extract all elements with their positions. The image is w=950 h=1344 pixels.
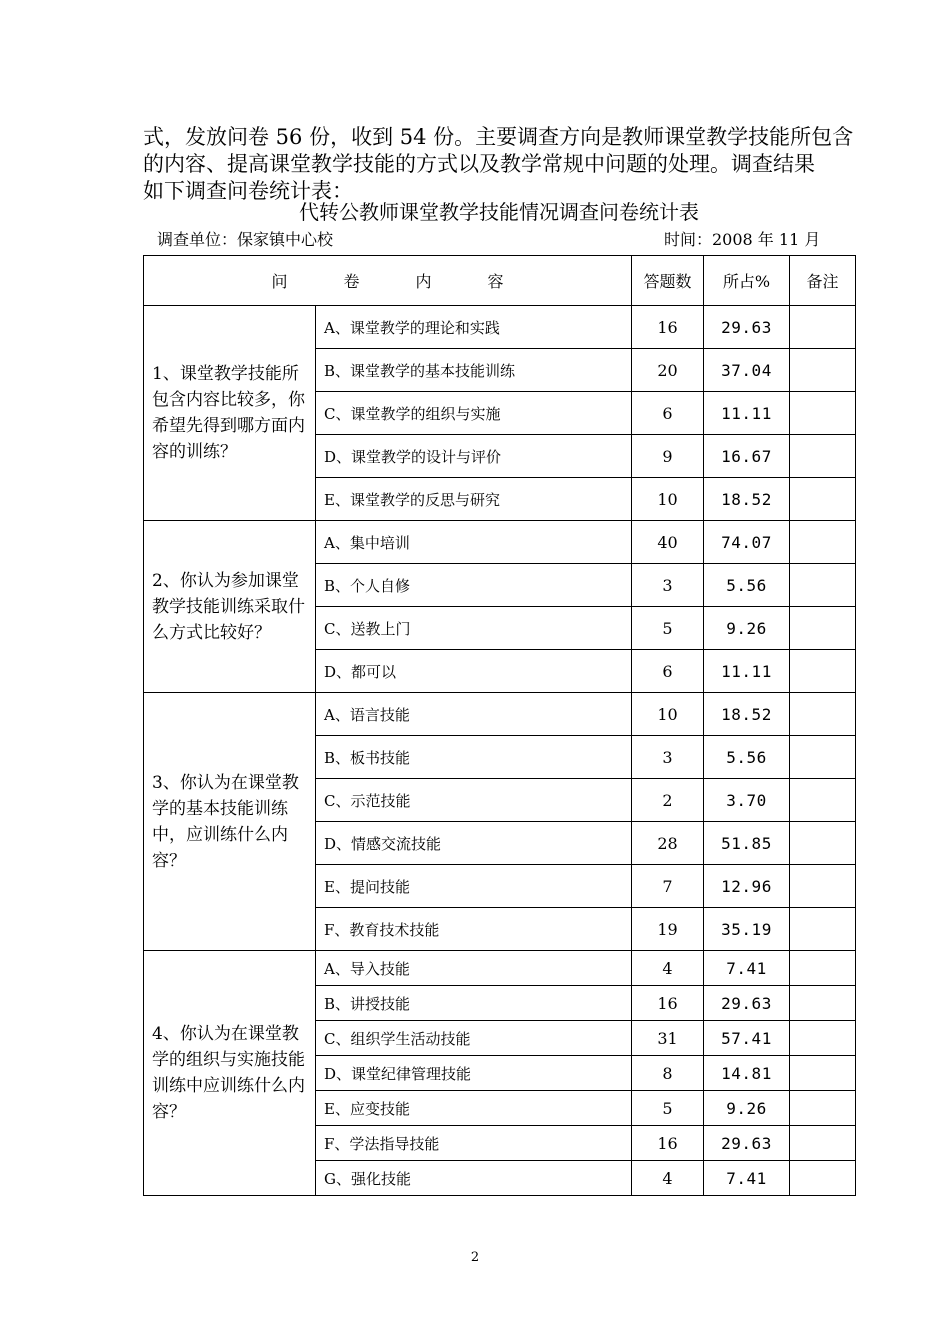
header-percent: 所占% xyxy=(704,256,790,306)
question-text: 1、课堂教学技能所包含内容比较多，你希望先得到哪方面内容的训练？ xyxy=(144,306,316,521)
answer-count: 16 xyxy=(632,1126,704,1161)
answer-percent: 9.26 xyxy=(704,1091,790,1126)
note-cell xyxy=(790,392,856,435)
option-label: A、导入技能 xyxy=(316,951,632,986)
answer-count: 5 xyxy=(632,607,704,650)
option-label: C、组织学生活动技能 xyxy=(316,1021,632,1056)
option-label: C、示范技能 xyxy=(316,779,632,822)
table-row xyxy=(144,951,856,986)
answer-count: 3 xyxy=(632,564,704,607)
answer-count: 31 xyxy=(632,1021,704,1056)
answer-count: 16 xyxy=(632,306,704,349)
paragraph-line: 如下调查问卷统计表： xyxy=(143,179,353,203)
answer-count: 2 xyxy=(632,779,704,822)
option-label: D、情感交流技能 xyxy=(316,822,632,865)
answer-count: 6 xyxy=(632,650,704,693)
page-number: 2 xyxy=(470,1250,480,1265)
note-cell xyxy=(790,306,856,349)
note-cell xyxy=(790,908,856,951)
answer-percent: 16.67 xyxy=(704,435,790,478)
header-note: 备注 xyxy=(790,256,856,306)
option-label: A、课堂教学的理论和实践 xyxy=(316,306,632,349)
option-label: F、学法指导技能 xyxy=(316,1126,632,1161)
option-label: D、课堂教学的设计与评价 xyxy=(316,435,632,478)
option-label: E、应变技能 xyxy=(316,1091,632,1126)
note-cell xyxy=(790,1056,856,1091)
option-label: A、语言技能 xyxy=(316,693,632,736)
option-label: B、讲授技能 xyxy=(316,986,632,1021)
answer-percent: 51.85 xyxy=(704,822,790,865)
answer-percent: 74.07 xyxy=(704,521,790,564)
answer-percent: 5.56 xyxy=(704,564,790,607)
note-cell xyxy=(790,736,856,779)
question-text: 2、你认为参加课堂教学技能训练采取什么方式比较好？ xyxy=(144,521,316,693)
answer-count: 3 xyxy=(632,736,704,779)
question-text: 3、你认为在课堂教学的基本技能训练中，应训练什么内容？ xyxy=(144,693,316,951)
note-cell xyxy=(790,478,856,521)
answer-percent: 29.63 xyxy=(704,306,790,349)
answer-percent: 12.96 xyxy=(704,865,790,908)
answer-percent: 7.41 xyxy=(704,1161,790,1196)
answer-count: 9 xyxy=(632,435,704,478)
note-cell xyxy=(790,521,856,564)
answer-percent: 29.63 xyxy=(704,1126,790,1161)
note-cell xyxy=(790,435,856,478)
note-cell xyxy=(790,779,856,822)
note-cell xyxy=(790,650,856,693)
answer-percent: 7.41 xyxy=(704,951,790,986)
option-label: B、个人自修 xyxy=(316,564,632,607)
answer-count: 4 xyxy=(632,951,704,986)
option-label: D、都可以 xyxy=(316,650,632,693)
note-cell xyxy=(790,1091,856,1126)
answer-percent: 11.11 xyxy=(704,650,790,693)
option-label: E、课堂教学的反思与研究 xyxy=(316,478,632,521)
note-cell xyxy=(790,1126,856,1161)
answer-count: 7 xyxy=(632,865,704,908)
note-cell xyxy=(790,1161,856,1196)
intro-paragraph xyxy=(143,124,868,205)
option-label: F、教育技术技能 xyxy=(316,908,632,951)
note-cell xyxy=(790,865,856,908)
table-row xyxy=(144,693,856,736)
note-cell xyxy=(790,822,856,865)
paragraph-line: 式，发放问卷 56 份，收到 54 份。主要调查方向是教师课堂教学技能所包含 xyxy=(143,125,854,149)
note-cell xyxy=(790,986,856,1021)
note-cell xyxy=(790,564,856,607)
note-cell xyxy=(790,1021,856,1056)
table-row xyxy=(144,306,856,349)
option-label: E、提问技能 xyxy=(316,865,632,908)
answer-count: 4 xyxy=(632,1161,704,1196)
option-label: C、送教上门 xyxy=(316,607,632,650)
answer-percent: 57.41 xyxy=(704,1021,790,1056)
answer-count: 6 xyxy=(632,392,704,435)
answer-percent: 14.81 xyxy=(704,1056,790,1091)
answer-count: 10 xyxy=(632,478,704,521)
note-cell xyxy=(790,951,856,986)
answer-percent: 37.04 xyxy=(704,349,790,392)
answer-percent: 29.63 xyxy=(704,986,790,1021)
answer-percent: 3.70 xyxy=(704,779,790,822)
answer-percent: 18.52 xyxy=(704,693,790,736)
survey-time: 时间：2008 年 11 月 xyxy=(664,230,821,249)
option-label: A、集中培训 xyxy=(316,521,632,564)
header-count: 答题数 xyxy=(632,256,704,306)
option-label: G、强化技能 xyxy=(316,1161,632,1196)
paragraph-line: 的内容、提高课堂教学技能的方式以及教学常规中问题的处理。调查结果 xyxy=(143,152,815,176)
answer-percent: 11.11 xyxy=(704,392,790,435)
option-label: D、课堂纪律管理技能 xyxy=(316,1056,632,1091)
answer-count: 19 xyxy=(632,908,704,951)
answer-count: 16 xyxy=(632,986,704,1021)
note-cell xyxy=(790,693,856,736)
header-content: 问 卷 内 容 xyxy=(144,256,632,306)
survey-table xyxy=(143,255,856,1196)
answer-percent: 35.19 xyxy=(704,908,790,951)
answer-percent: 9.26 xyxy=(704,607,790,650)
survey-unit: 调查单位：保家镇中心校 xyxy=(157,230,334,249)
note-cell xyxy=(790,349,856,392)
option-label: B、板书技能 xyxy=(316,736,632,779)
table-row xyxy=(144,521,856,564)
answer-count: 5 xyxy=(632,1091,704,1126)
answer-count: 40 xyxy=(632,521,704,564)
question-text: 4、你认为在课堂教学的组织与实施技能训练中应训练什么内容？ xyxy=(144,951,316,1196)
answer-count: 10 xyxy=(632,693,704,736)
answer-count: 8 xyxy=(632,1056,704,1091)
answer-count: 28 xyxy=(632,822,704,865)
option-label: B、课堂教学的基本技能训练 xyxy=(316,349,632,392)
option-label: C、课堂教学的组织与实施 xyxy=(316,392,632,435)
answer-percent: 5.56 xyxy=(704,736,790,779)
note-cell xyxy=(790,607,856,650)
answer-percent: 18.52 xyxy=(704,478,790,521)
header-row xyxy=(144,256,856,306)
table-title: 代转公教师课堂教学技能情况调查问卷统计表 xyxy=(299,200,699,224)
answer-count: 20 xyxy=(632,349,704,392)
